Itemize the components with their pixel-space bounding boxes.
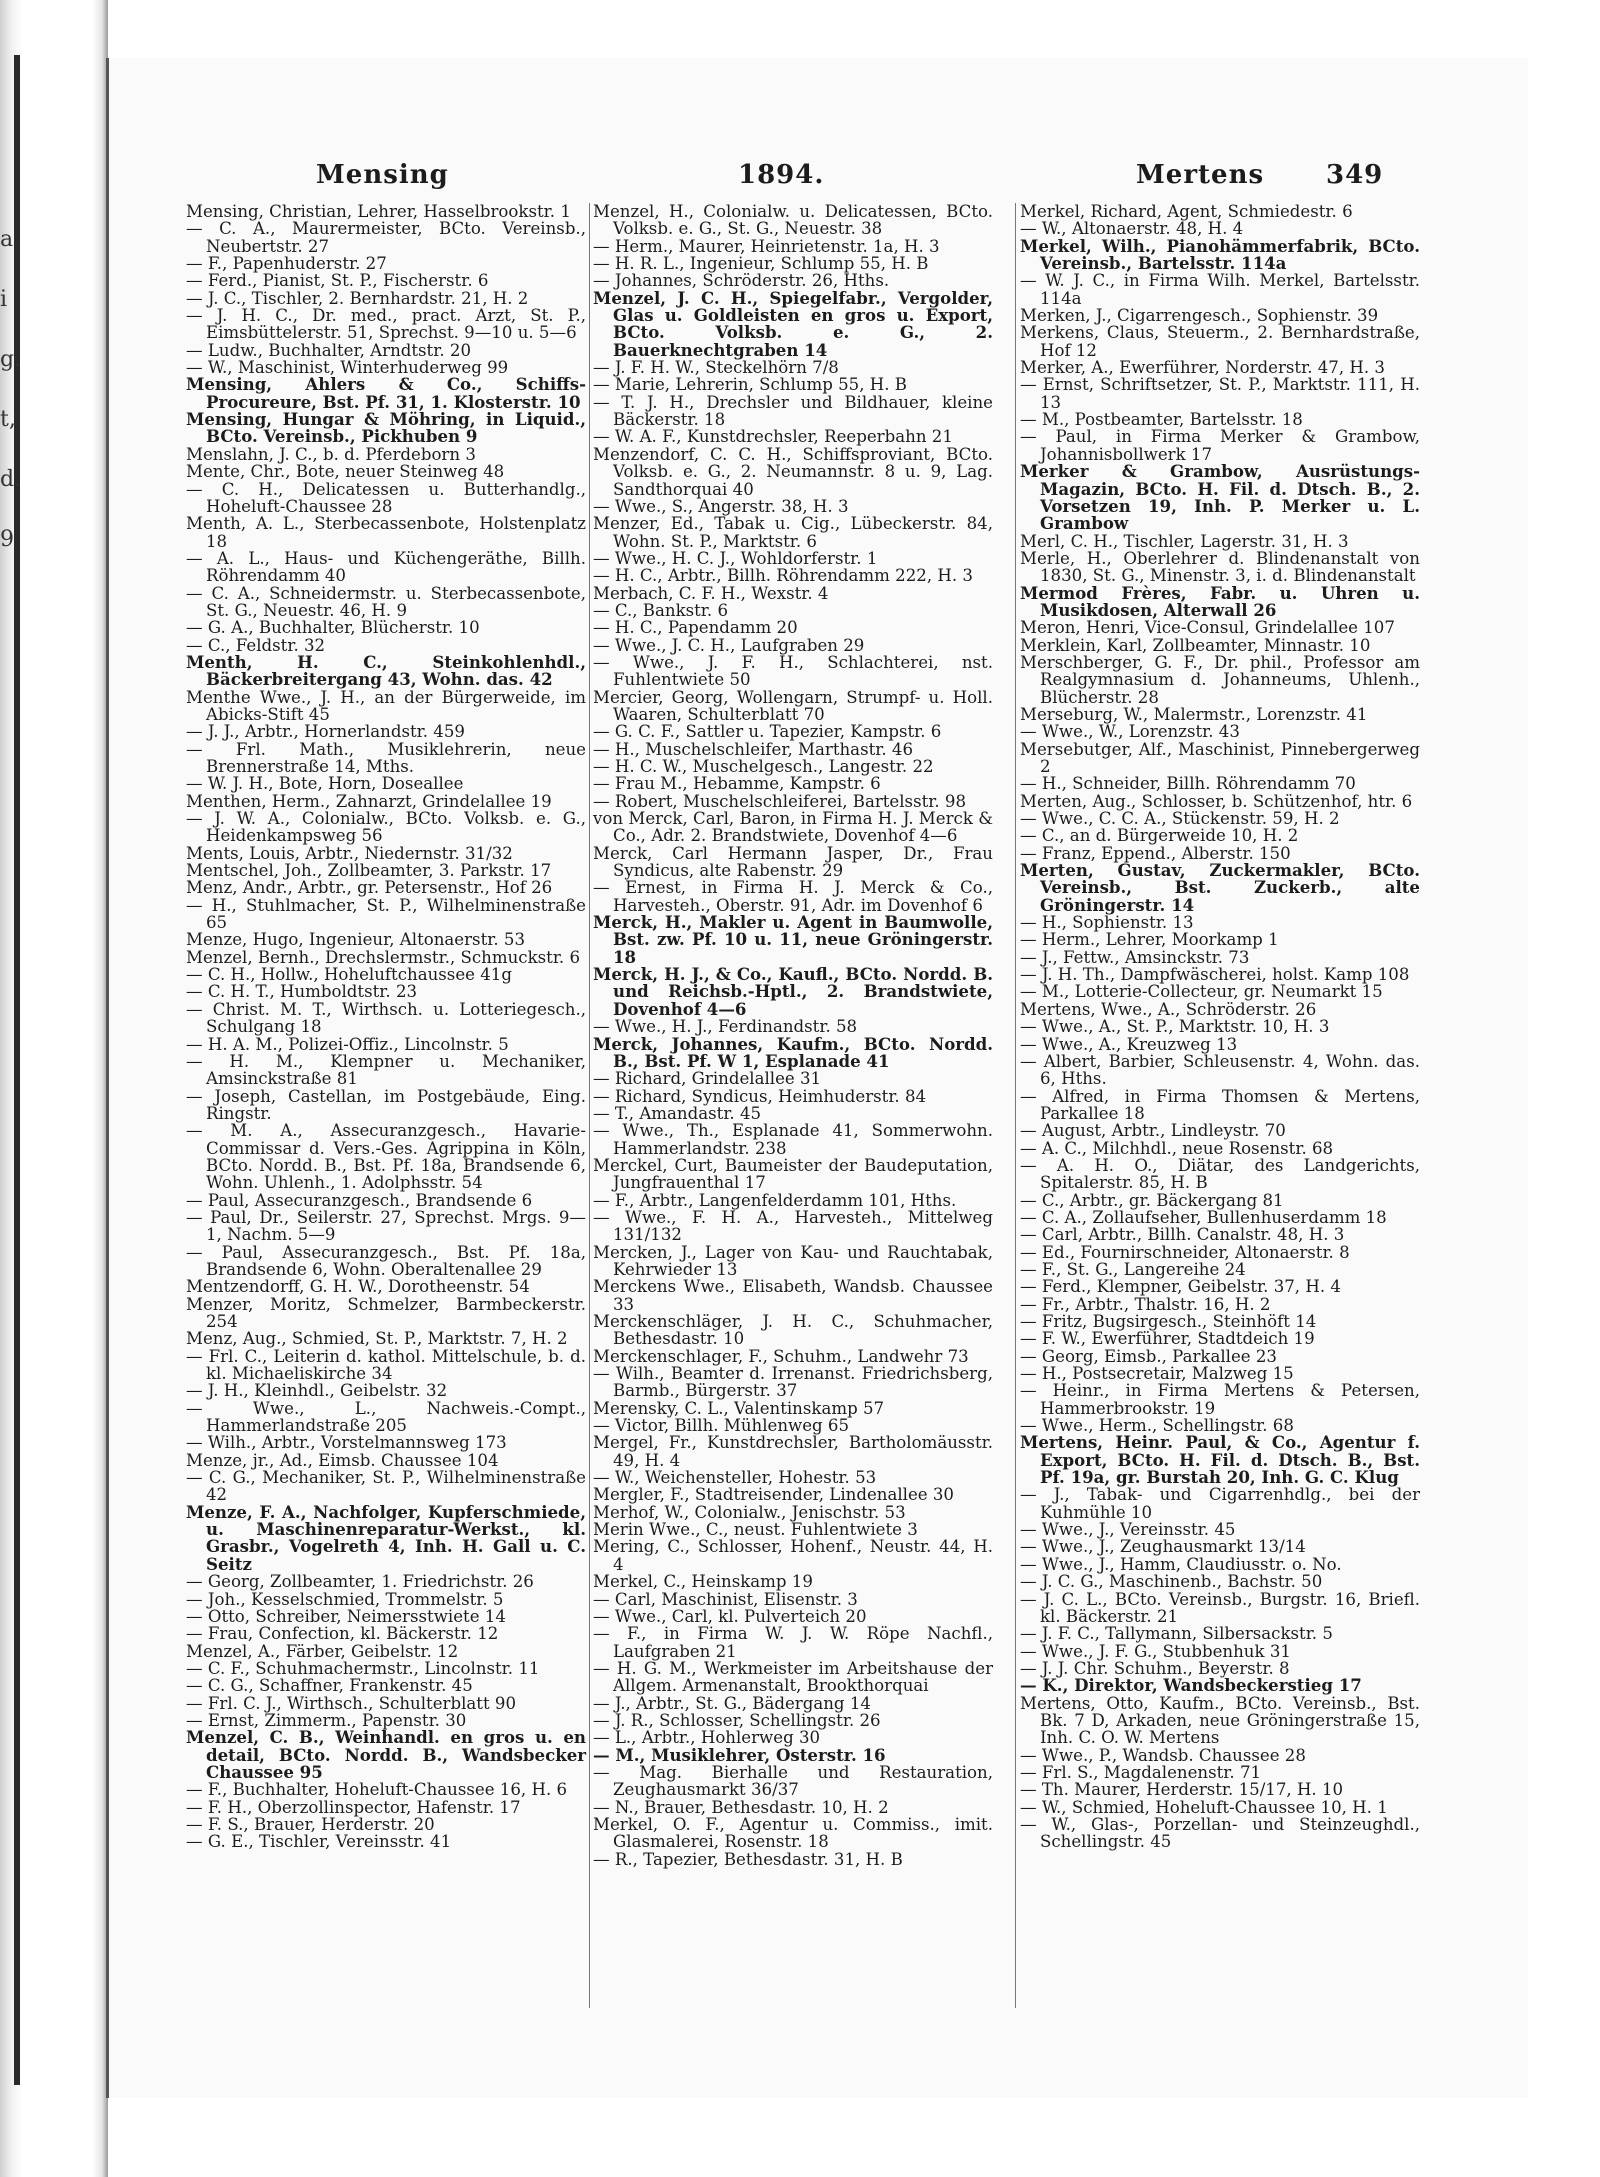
directory-entry: — Th. Maurer, Herderstr. 15/17, H. 10 <box>1020 1780 1344 1800</box>
directory-entry: — Frl. C., Leiterin d. kathol. Mittelschule, b. d. kl. Michaeliskirche 34 <box>186 1346 586 1384</box>
directory-entry: — Wwe., A., St. P., Marktstr. 10, H. 3 <box>1020 1017 1330 1037</box>
directory-entry: — Wwe., J. F. H., Schlachterei, nst. Fuhlentwiete 50 <box>593 652 993 690</box>
directory-entry: Merkel, C., Heinskamp 19 <box>593 1572 813 1592</box>
directory-entry: — Ludw., Buchhalter, Arndtstr. 20 <box>186 340 472 360</box>
directory-entry: Mentschel, Joh., Zollbeamter, 3. Parkstr. 17 <box>186 861 552 881</box>
directory-entry: — J. H. Th., Dampfwäscherei, holst. Kamp 108 <box>1020 965 1410 985</box>
directory-entry: — Wwe., H. C. J., Wohldorferstr. 1 <box>593 548 878 568</box>
directory-entry: Merin Wwe., C., neust. Fuhlentwiete 3 <box>593 1520 918 1540</box>
directory-entry: — Herm., Lehrer, Moorkamp 1 <box>1020 930 1279 950</box>
directory-entry: — F., St. G., Langereihe 24 <box>1020 1259 1246 1279</box>
directory-entry: — Wwe., S., Angerstr. 38, H. 3 <box>593 496 849 516</box>
directory-entry: — Carl, Arbtr., Billh. Canalstr. 48, H. 3 <box>1020 1225 1345 1245</box>
directory-entry: — J. C., Tischler, 2. Bernhardstr. 21, H. 2 <box>186 288 529 308</box>
directory-entry: — H., Muschelschleifer, Marthastr. 46 <box>593 739 914 759</box>
directory-entry: — C. H., Hollw., Hoheluftchaussee 41g <box>186 965 512 985</box>
directory-entry: — H., Stuhlmacher, St. P., Wilhelminenstraße 65 <box>186 895 586 933</box>
adjacent-page-fragment: d. <box>0 467 22 492</box>
directory-entry: — Wwe., J., Hamm, Claudiusstr. o. No. <box>1020 1554 1342 1574</box>
directory-entry: — Ernst, Schriftsetzer, St. P., Marktstr. 111, H. 13 <box>1020 375 1420 412</box>
adjacent-page-fragment: a <box>0 227 14 252</box>
directory-entry: — Wwe., W., Lorenzstr. 43 <box>1020 722 1240 742</box>
directory-entry: Menzel, A., Färber, Geibelstr. 12 <box>186 1641 459 1661</box>
directory-entry: Mercier, Georg, Wollengarn, Strumpf- u. Holl. Waaren, Schulterblatt 70 <box>593 687 993 724</box>
directory-entry: — C. H. T., Humboldtstr. 23 <box>186 982 418 1002</box>
directory-entry: — K., Direktor, Wandsbeckerstieg 17 <box>1020 1675 1362 1696</box>
directory-entry: — G. A., Buchhalter, Blücherstr. 10 <box>186 618 480 638</box>
adjacent-page-fragment: i <box>0 287 8 312</box>
directory-entry: — Joseph, Castellan, im Postgebäude, Eing. Ringstr. <box>186 1086 586 1123</box>
directory-entry: — Otto, Schreiber, Neimersstwiete 14 <box>186 1606 506 1626</box>
directory-entry: Merschberger, G. F., Dr. phil., Professor am Realgymnasium d. Johanneums, Uhlenh., Blücherstr. 28 <box>1020 652 1420 707</box>
directory-entry: — Ed., Fournirschneider, Altonaerstr. 8 <box>1020 1242 1350 1262</box>
directory-entry: — J. R., Schlosser, Schellingstr. 26 <box>593 1710 881 1730</box>
directory-entry: — Wwe., J. C. H., Laufgraben 29 <box>593 635 865 655</box>
directory-entry: — Marie, Lehrerin, Schlump 55, H. B <box>593 375 907 395</box>
directory-entry: Menth, A. L., Sterbecassenbote, Holstenplatz 18 <box>186 514 586 551</box>
directory-entry: — Paul, Dr., Seilerstr. 27, Sprechst. Mrgs. 9—1, Nachm. 5—9 <box>186 1207 586 1245</box>
directory-entry: Merten, Aug., Schlosser, b. Schützenhof, htr. 6 <box>1020 791 1413 811</box>
directory-entry: Mensing, Ahlers & Co., Schiffs-Procureure, Bst. Pf. 31, 1. Klosterstr. 10 <box>186 374 586 412</box>
directory-entry: — Frau M., Hebamme, Kampstr. 6 <box>593 774 881 794</box>
directory-entry: Menzer, Moritz, Schmelzer, Barmbeckerstr. 254 <box>186 1294 586 1331</box>
directory-entry: — Paul, in Firma Merker & Grambow, Johannisbollwerk 17 <box>1020 427 1420 464</box>
directory-entry: Mergler, F., Stadtreisender, Lindenallee 30 <box>593 1485 954 1505</box>
directory-entry: Menzendorf, C. C. H., Schiffsproviant, BCto. Volksb. e. G., 2. Neumannstr. 8 u. 9, Lag. Sandthorquai 40 <box>593 444 993 499</box>
directory-entry: Mertens, Otto, Kaufm., BCto. Vereinsb., Bst. Bk. 7 D, Arkaden, neue Gröningerstraße 15, Inh. C. O. W. Mertens <box>1020 1693 1420 1748</box>
directory-entry: — W. A. F., Kunstdrechsler, Reeperbahn 21 <box>593 427 953 447</box>
directory-entry: — Fritz, Bugsirgesch., Steinhöft 14 <box>1020 1312 1317 1331</box>
directory-entry: Merkel, Wilh., Pianohämmerfabrik, BCto. Vereinsb., Bartelsstr. 114a <box>1020 235 1420 274</box>
directory-entry: Menze, Hugo, Ingenieur, Altonaerstr. 53 <box>186 930 526 950</box>
directory-entry: — J. J., Arbtr., Hornerlandstr. 459 <box>186 722 465 742</box>
directory-entry: — H., Schneider, Billh. Röhrendamm 70 <box>1020 774 1356 794</box>
directory-entry: — H. M., Klempner u. Mechaniker, Amsinckstraße 81 <box>186 1051 586 1089</box>
directory-column-2 <box>593 203 993 1868</box>
directory-entry: — T. J. H., Drechsler und Bildhauer, kleine Bäckerstr. 18 <box>593 392 993 430</box>
directory-entry: Mersebutger, Alf., Maschinist, Pinnebergerweg 2 <box>1020 739 1420 776</box>
directory-entry: — H. G. M., Werkmeister im Arbeitshause der Allgem. Armenanstalt, Brookthorquai <box>593 1658 993 1696</box>
directory-entry: — T., Amandastr. 45 <box>593 1103 762 1123</box>
directory-entry: — Robert, Muschelschleiferei, Bartelsstr. 98 <box>593 791 967 811</box>
directory-entry: — Frl. C. J., Wirthsch., Schulterblatt 90 <box>186 1693 517 1713</box>
directory-entry: — C., Bankstr. 6 <box>593 600 729 620</box>
directory-entry: — August, Arbtr., Lindleystr. 70 <box>1020 1121 1286 1141</box>
directory-entry: Mentzendorff, G. H. W., Dorotheenstr. 54 <box>186 1277 530 1297</box>
directory-entry: — C., Feldstr. 32 <box>186 635 326 655</box>
directory-entry: Menzel, Bernh., Drechslermstr., Schmuckstr. 6 <box>186 947 581 967</box>
directory-entry: — G. C. F., Sattler u. Tapezier, Kampstr. 6 <box>593 722 942 742</box>
directory-column-3 <box>1020 203 1420 1851</box>
directory-entry: — Wwe., A., Kreuzweg 13 <box>1020 1034 1238 1054</box>
directory-entry: Merker & Grambow, Ausrüstungs-Magazin, BCto. H. Fil. d. Dtsch. B., 2. Vorsetzen 19, Inh. P. Merker u. L. Grambow <box>1020 461 1420 534</box>
page-header <box>226 160 1384 200</box>
directory-entry: — A. C., Milchhdl., neue Rosenstr. 68 <box>1020 1138 1334 1158</box>
directory-entry: — C. A., Schneidermstr. u. Sterbecassenbote, St. G., Neuestr. 46, H. 9 <box>186 583 586 620</box>
directory-entry: Menze, F. A., Nachfolger, Kupferschmiede, u. Maschinenreparatur-Werkst., kl. Grasbr., Vogelreth 4, Inh. H. Gall u. C. Seitz <box>186 1501 586 1574</box>
directory-entry: — H. R. L., Ingenieur, Schlump 55, H. B <box>593 254 929 274</box>
directory-entry: — H. C. W., Muschelgesch., Langestr. 22 <box>593 757 934 776</box>
directory-entry: — Carl, Maschinist, Elisenstr. 3 <box>593 1589 858 1609</box>
directory-entry: — Mag. Bierhalle und Restauration, Zeughausmarkt 36/37 <box>593 1762 993 1800</box>
directory-entry: — J. F. H. W., Steckelhörn 7/8 <box>593 358 839 378</box>
directory-entry: — F., Papenhuderstr. 27 <box>186 254 387 274</box>
directory-entry: — N., Brauer, Bethesdastr. 10, H. 2 <box>593 1797 889 1817</box>
column-divider <box>1015 203 1016 2008</box>
directory-entry: — Wwe., J., Vereinsstr. 45 <box>1020 1520 1236 1540</box>
directory-entry: — Richard, Grindelallee 31 <box>593 1069 822 1089</box>
directory-entry: — Ferd., Klempner, Geibelstr. 37, H. 4 <box>1020 1277 1341 1297</box>
directory-entry: — J. J. Chr. Schuhm., Beyerstr. 8 <box>1020 1658 1290 1678</box>
directory-entry: Mente, Chr., Bote, neuer Steinweg 48 <box>186 462 505 482</box>
directory-entry: — Herm., Maurer, Heinrietenstr. 1a, H. 3 <box>593 236 940 256</box>
directory-entry: — Paul, Assecuranzgesch., Brandsende 6 <box>186 1190 533 1210</box>
directory-entry: Merle, H., Oberlehrer d. Blindenanstalt von 1830, St. G., Minenstr. 3, i. d. Blindenanstalt <box>1020 548 1420 586</box>
directory-entry: — F. S., Brauer, Herderstr. 20 <box>186 1814 435 1834</box>
page-number: 349 <box>1326 160 1384 190</box>
directory-entry: — Alfred, in Firma Thomsen & Mertens, Parkallee 18 <box>1020 1086 1420 1123</box>
directory-entry: Mering, C., Schlosser, Hohenf., Neustr. 44, H. 4 <box>593 1537 993 1574</box>
directory-entry: — W., Glas-, Porzellan- und Steinzeughdl., Schellingstr. 45 <box>1020 1814 1420 1852</box>
directory-entry: Menzel, H., Colonialw. u. Delicatessen, BCto. Volksb. e. G., St. G., Neuestr. 38 <box>593 202 993 239</box>
directory-entry: — Wwe., P., Wandsb. Chaussee 28 <box>1020 1745 1306 1765</box>
directory-entry: — Albert, Barbier, Schleusenstr. 4, Wohn. das. 6, Hths. <box>1020 1051 1420 1089</box>
directory-entry: — J. W. A., Colonialw., BCto. Volksb. e. G., Heidenkampsweg 56 <box>186 809 586 846</box>
directory-entry: — J., Fettw., Amsinckstr. 73 <box>1020 947 1250 967</box>
directory-entry: — Frau, Confection, kl. Bäckerstr. 12 <box>186 1624 499 1644</box>
directory-entry: — Georg, Zollbeamter, 1. Friedrichstr. 26 <box>186 1572 534 1592</box>
directory-entry: Mensing, Christian, Lehrer, Hasselbrookstr. 1 <box>186 202 571 221</box>
directory-entry: — Wilh., Arbtr., Vorstelmannsweg 173 <box>186 1433 507 1453</box>
directory-entry: Merbach, C. F. H., Wexstr. 4 <box>593 583 829 603</box>
directory-entry: Meron, Henri, Vice-Consul, Grindelallee 107 <box>1020 618 1395 638</box>
directory-entry: — W. J. C., in Firma Wilh. Merkel, Bartelsstr. 114a <box>1020 271 1420 308</box>
directory-entry: — Frl. S., Magdalenenstr. 71 <box>1020 1762 1262 1782</box>
directory-entry: Merckens Wwe., Elisabeth, Wandsb. Chaussee 33 <box>593 1277 993 1314</box>
directory-entry: — C. F., Schuhmachermstr., Lincolnstr. 11 <box>186 1658 540 1678</box>
directory-entry: — C., an d. Bürgerweide 10, H. 2 <box>1020 826 1299 846</box>
directory-entry: Mercken, J., Lager von Kau- und Rauchtabak, Kehrwieder 13 <box>593 1242 993 1279</box>
directory-entry: — Wwe., J. F. G., Stubbenhuk 31 <box>1020 1641 1291 1661</box>
directory-entry: Menth, H. C., Steinkohlenhdl., Bäckerbreitergang 43, Wohn. das. 42 <box>186 651 586 690</box>
directory-entry: Merckel, Curt, Baumeister der Baudeputation, Jungfrauenthal 17 <box>593 1155 993 1193</box>
directory-entry: — Ferd., Pianist, St. P., Fischerstr. 6 <box>186 271 489 291</box>
directory-column-1 <box>186 203 586 1851</box>
directory-entry: — Franz, Eppend., Alberstr. 150 <box>1020 843 1291 863</box>
directory-entry: Menthen, Herm., Zahnarzt, Grindelallee 19 <box>186 791 552 811</box>
directory-entry: — Wwe., C. C. A., Stückenstr. 59, H. 2 <box>1020 809 1340 829</box>
directory-entry: Menthe Wwe., J. H., an der Bürgerweide, im Abicks-Stift 45 <box>186 687 586 724</box>
directory-entry: — R., Tapezier, Bethesdastr. 31, H. B <box>593 1849 903 1869</box>
directory-entry: Mertens, Wwe., A., Schröderstr. 26 <box>1020 999 1317 1019</box>
directory-entry: — Wwe., L., Nachweis.-Compt., Hammerlandstraße 205 <box>186 1398 586 1436</box>
directory-entry: — W., Maschinist, Winterhuderweg 99 <box>186 358 509 378</box>
directory-entry: — H., Postsecretair, Malzweg 15 <box>1020 1364 1294 1384</box>
directory-entry: — Wwe., Carl, kl. Pulverteich 20 <box>593 1606 867 1626</box>
directory-entry: Merck, H., Makler u. Agent in Baumwolle, Bst. zw. Pf. 10 u. 11, neue Gröningerstr. 18 <box>593 912 993 967</box>
directory-entry: — H., Sophienstr. 13 <box>1020 913 1194 933</box>
directory-entry: — J., Arbtr., St. G., Bädergang 14 <box>593 1693 871 1713</box>
directory-entry: Merten, Gustav, Zuckermakler, BCto. Vereinsb., Bst. Zuckerb., alte Gröningerstr. 14 <box>1020 860 1420 915</box>
right-margin <box>1528 0 1600 2177</box>
directory-entry: — Heinr., in Firma Mertens & Petersen, Hammerbrookstr. 19 <box>1020 1381 1420 1418</box>
directory-entry: Merker, A., Ewerführer, Norderstr. 47, H. 3 <box>1020 358 1385 378</box>
directory-entry: — J. H. C., Dr. med., pract. Arzt, St. P., Eimsbüttelerstr. 51, Sprechst. 9—10 u. 5—6 <box>186 306 586 343</box>
adjacent-page-fragment: g. <box>0 347 22 372</box>
directory-entry: — H. C., Papendamm 20 <box>593 618 798 638</box>
directory-entry: — C., Arbtr., gr. Bäckergang 81 <box>1020 1190 1284 1210</box>
directory-entry: Menz, Andr., Arbtr., gr. Petersenstr., Hof 26 <box>186 878 553 898</box>
column-divider <box>589 203 590 2008</box>
directory-entry: Menzel, J. C. H., Spiegelfabr., Vergolder, Glas u. Goldleisten en gros u. Export, BCto. Volksb. e. G., 2. Bauerknechtgraben 14 <box>593 287 993 360</box>
directory-entry: — G. E., Tischler, Vereinsstr. 41 <box>186 1832 452 1852</box>
directory-entry: Merckenschlager, F., Schuhm., Landwehr 73 <box>593 1346 969 1366</box>
directory-entry: Menzel, C. B., Weinhandl. en gros u. en detail, BCto. Nordd. B., Wandsbecker Chaussee 95 <box>186 1727 586 1782</box>
directory-entry: — W., Schmied, Hoheluft-Chaussee 10, H. 1 <box>1020 1797 1388 1817</box>
directory-entry: — F., Buchhalter, Hoheluft-Chaussee 16, H. 6 <box>186 1780 568 1800</box>
directory-entry: — J. C. L., BCto. Vereinsb., Burgstr. 16, Briefl. kl. Bäckerstr. 21 <box>1020 1589 1420 1626</box>
directory-entry: — C. H., Delicatessen u. Butterhandlg., Hoheluft-Chaussee 28 <box>186 479 586 516</box>
directory-entry: — C. A., Maurermeister, BCto. Vereinsb., Neubertstr. 27 <box>186 219 586 256</box>
directory-entry: Merkel, O. F., Agentur u. Commiss., imit. Glasmalerei, Rosenstr. 18 <box>593 1814 993 1852</box>
directory-entry: Merckenschläger, J. H. C., Schuhmacher, Bethesdastr. 10 <box>593 1312 993 1349</box>
directory-entry: — F. W., Ewerführer, Stadtdeich 19 <box>1020 1329 1315 1349</box>
directory-entry: Merhof, W., Colonialw., Jenischstr. 53 <box>593 1502 906 1522</box>
directory-entry: Merseburg, W., Malermstr., Lorenzstr. 41 <box>1020 704 1368 724</box>
directory-entry: Merl, C. H., Tischler, Lagerstr. 31, H. 3 <box>1020 531 1349 551</box>
directory-entry: — Christ. M. T., Wirthsch. u. Lotteriegesch., Schulgang 18 <box>186 999 586 1037</box>
directory-entry: — C. G., Schaffner, Frankenstr. 45 <box>186 1676 473 1696</box>
directory-entry: Mertens, Heinr. Paul, & Co., Agentur f. Export, BCto. H. Fil. d. Dtsch. B., Bst. Pf. 19a, gr. Burstah 20, Inh. G. C. Klug <box>1020 1432 1420 1488</box>
directory-entry: — F. H., Oberzollinspector, Hafenstr. 17 <box>186 1797 521 1817</box>
header-year: 1894. <box>738 160 825 190</box>
directory-entry: — H. A. M., Polizei-Offiz., Lincolnstr. 5 <box>186 1034 509 1054</box>
directory-entry: Menslahn, J. C., b. d. Pferdeborn 3 <box>186 444 476 464</box>
directory-entry: — Richard, Syndicus, Heimhuderstr. 84 <box>593 1086 927 1106</box>
directory-entry: Ments, Louis, Arbtr., Niedernstr. 31/32 <box>186 843 513 863</box>
directory-entry: — F., in Firma W. J. W. Röpe Nachfl., Laufgraben 21 <box>593 1624 993 1661</box>
header-right-keyword: Mertens <box>1136 160 1265 190</box>
directory-entry: Menzer, Ed., Tabak u. Cig., Lübeckerstr. 84, Wohn. St. P., Marktstr. 6 <box>593 514 993 551</box>
directory-entry: — Wwe., Herm., Schellingstr. 68 <box>1020 1416 1294 1436</box>
directory-entry: Menze, jr., Ad., Eimsb. Chaussee 104 <box>186 1450 499 1470</box>
directory-entry: Merck, H. J., & Co., Kaufl., BCto. Nordd. B. und Reichsb.-Hptl., 2. Brandstwiete, Dovenhof 4—6 <box>593 964 993 1019</box>
directory-entry: — Wwe., F. H. A., Harvesteh., Mittelweg 131/132 <box>593 1207 993 1245</box>
directory-entry: — J. H., Kleinhdl., Geibelstr. 32 <box>186 1381 448 1401</box>
directory-entry: — C. A., Zollaufseher, Bullenhuserdamm 18 <box>1020 1207 1387 1227</box>
header-left-keyword: Mensing <box>316 160 449 190</box>
directory-entry: — Frl. Math., Musiklehrerin, neue Brennerstraße 14, Mths. <box>186 739 586 776</box>
directory-entry: — Ernst, Zimmerm., Papenstr. 30 <box>186 1710 467 1730</box>
directory-entry: Mergel, Fr., Kunstdrechsler, Bartholomäusstr. 49, H. 4 <box>593 1433 993 1470</box>
directory-entry: — Ernest, in Firma H. J. Merck & Co., Harvesteh., Oberstr. 91, Adr. im Dovenhof 6 <box>593 878 993 915</box>
directory-entry: — A. L., Haus- und Küchengeräthe, Billh. Röhrendamm 40 <box>186 548 586 586</box>
directory-entry: — M., Postbeamter, Bartelsstr. 18 <box>1020 410 1303 430</box>
directory-entry: Mermod Frères, Fabr. u. Uhren u. Musikdosen, Alterwall 26 <box>1020 582 1420 620</box>
directory-entry: — J. C. G., Maschinenb., Bachstr. 50 <box>1020 1572 1323 1592</box>
directory-entry: — M., Lotterie-Collecteur, gr. Neumarkt 15 <box>1020 982 1383 1002</box>
adjacent-page-fragment: 9 <box>0 527 14 552</box>
directory-entry: Merck, Carl Hermann Jasper, Dr., Frau Syndicus, alte Rabenstr. 29 <box>593 843 993 881</box>
directory-entry: — Joh., Kesselschmied, Trommelstr. 5 <box>186 1589 504 1609</box>
directory-entry: Merklein, Karl, Zollbeamter, Minnastr. 10 <box>1020 635 1371 655</box>
directory-entry: Mensing, Hungar & Möhring, in Liquid., BCto. Vereinsb., Pickhuben 9 <box>186 409 586 447</box>
directory-entry: — H. C., Arbtr., Billh. Röhrendamm 222, H. 3 <box>593 566 973 586</box>
directory-entry: von Merck, Carl, Baron, in Firma H. J. Merck & Co., Adr. 2. Brandstwiete, Dovenhof 4—6 <box>593 809 993 846</box>
directory-entry: — W., Weichensteller, Hohestr. 53 <box>593 1468 877 1488</box>
directory-entry: — M. A., Assecuranzgesch., Havarie-Commissar d. Vers.-Ges. Agrippina in Köln, BCto. Nordd. B., Bst. Pf. 18a, Brandsende 6, Wohn. Uhlenh., 1. Adolphsstr. 54 <box>186 1121 586 1193</box>
directory-entry: — W., Altonaerstr. 48, H. 4 <box>1020 219 1244 239</box>
directory-entry: — Paul, Assecuranzgesch., Bst. Pf. 18a, Brandsende 6, Wohn. Oberaltenallee 29 <box>186 1242 586 1279</box>
directory-entry: Merensky, C. L., Valentinskamp 57 <box>593 1398 885 1418</box>
directory-entry: — Wwe., Th., Esplanade 41, Sommerwohn. Hammerlandstr. 238 <box>593 1121 993 1158</box>
directory-entry: — Johannes, Schröderstr. 26, Hths. <box>593 271 890 291</box>
directory-entry: Merkel, Richard, Agent, Schmiedestr. 6 <box>1020 202 1353 221</box>
directory-entry: Merken, J., Cigarrengesch., Sophienstr. 39 <box>1020 306 1379 326</box>
directory-entry: — W. J. H., Bote, Horn, Doseallee <box>186 774 464 794</box>
directory-entry: — J. F. C., Tallymann, Silbersackstr. 5 <box>1020 1624 1333 1644</box>
directory-entry: — L., Arbtr., Hohlerweg 30 <box>593 1728 821 1748</box>
directory-entry: — Wwe., J., Zeughausmarkt 13/14 <box>1020 1537 1306 1557</box>
directory-entry: — J., Tabak- und Cigarrenhdlg., bei der Kuhmühle 10 <box>1020 1485 1420 1522</box>
directory-entry: — Fr., Arbtr., Thalstr. 16, H. 2 <box>1020 1294 1271 1314</box>
directory-entry: — Victor, Billh. Mühlenweg 65 <box>593 1416 850 1436</box>
directory-entry: Merkens, Claus, Steuerm., 2. Bernhardstraße, Hof 12 <box>1020 323 1420 360</box>
directory-entry: — Wwe., H. J., Ferdinandstr. 58 <box>593 1017 858 1037</box>
directory-entry: — F., Arbtr., Langenfelderdamm 101, Hths. <box>593 1190 957 1210</box>
directory-entry: — C. G., Mechaniker, St. P., Wilhelminenstraße 42 <box>186 1468 586 1505</box>
directory-entry: — Wilh., Beamter d. Irrenanst. Friedrichsberg, Barmb., Bürgerstr. 37 <box>593 1364 993 1401</box>
adjacent-page-fragments <box>0 210 26 570</box>
directory-entry: Menz, Aug., Schmied, St. P., Marktstr. 7, H. 2 <box>186 1329 568 1349</box>
directory-entry: Merck, Johannes, Kaufm., BCto. Nordd. B., Bst. Pf. W 1, Esplanade 41 <box>593 1033 993 1071</box>
directory-entry: — Georg, Eimsb., Parkallee 23 <box>1020 1346 1277 1366</box>
directory-entry: — A. H. O., Diätar, des Landgerichts, Spitalerstr. 85, H. B <box>1020 1155 1420 1193</box>
adjacent-page-fragment: t, <box>0 407 16 432</box>
directory-entry: — M., Musiklehrer, Osterstr. 16 <box>593 1744 886 1765</box>
